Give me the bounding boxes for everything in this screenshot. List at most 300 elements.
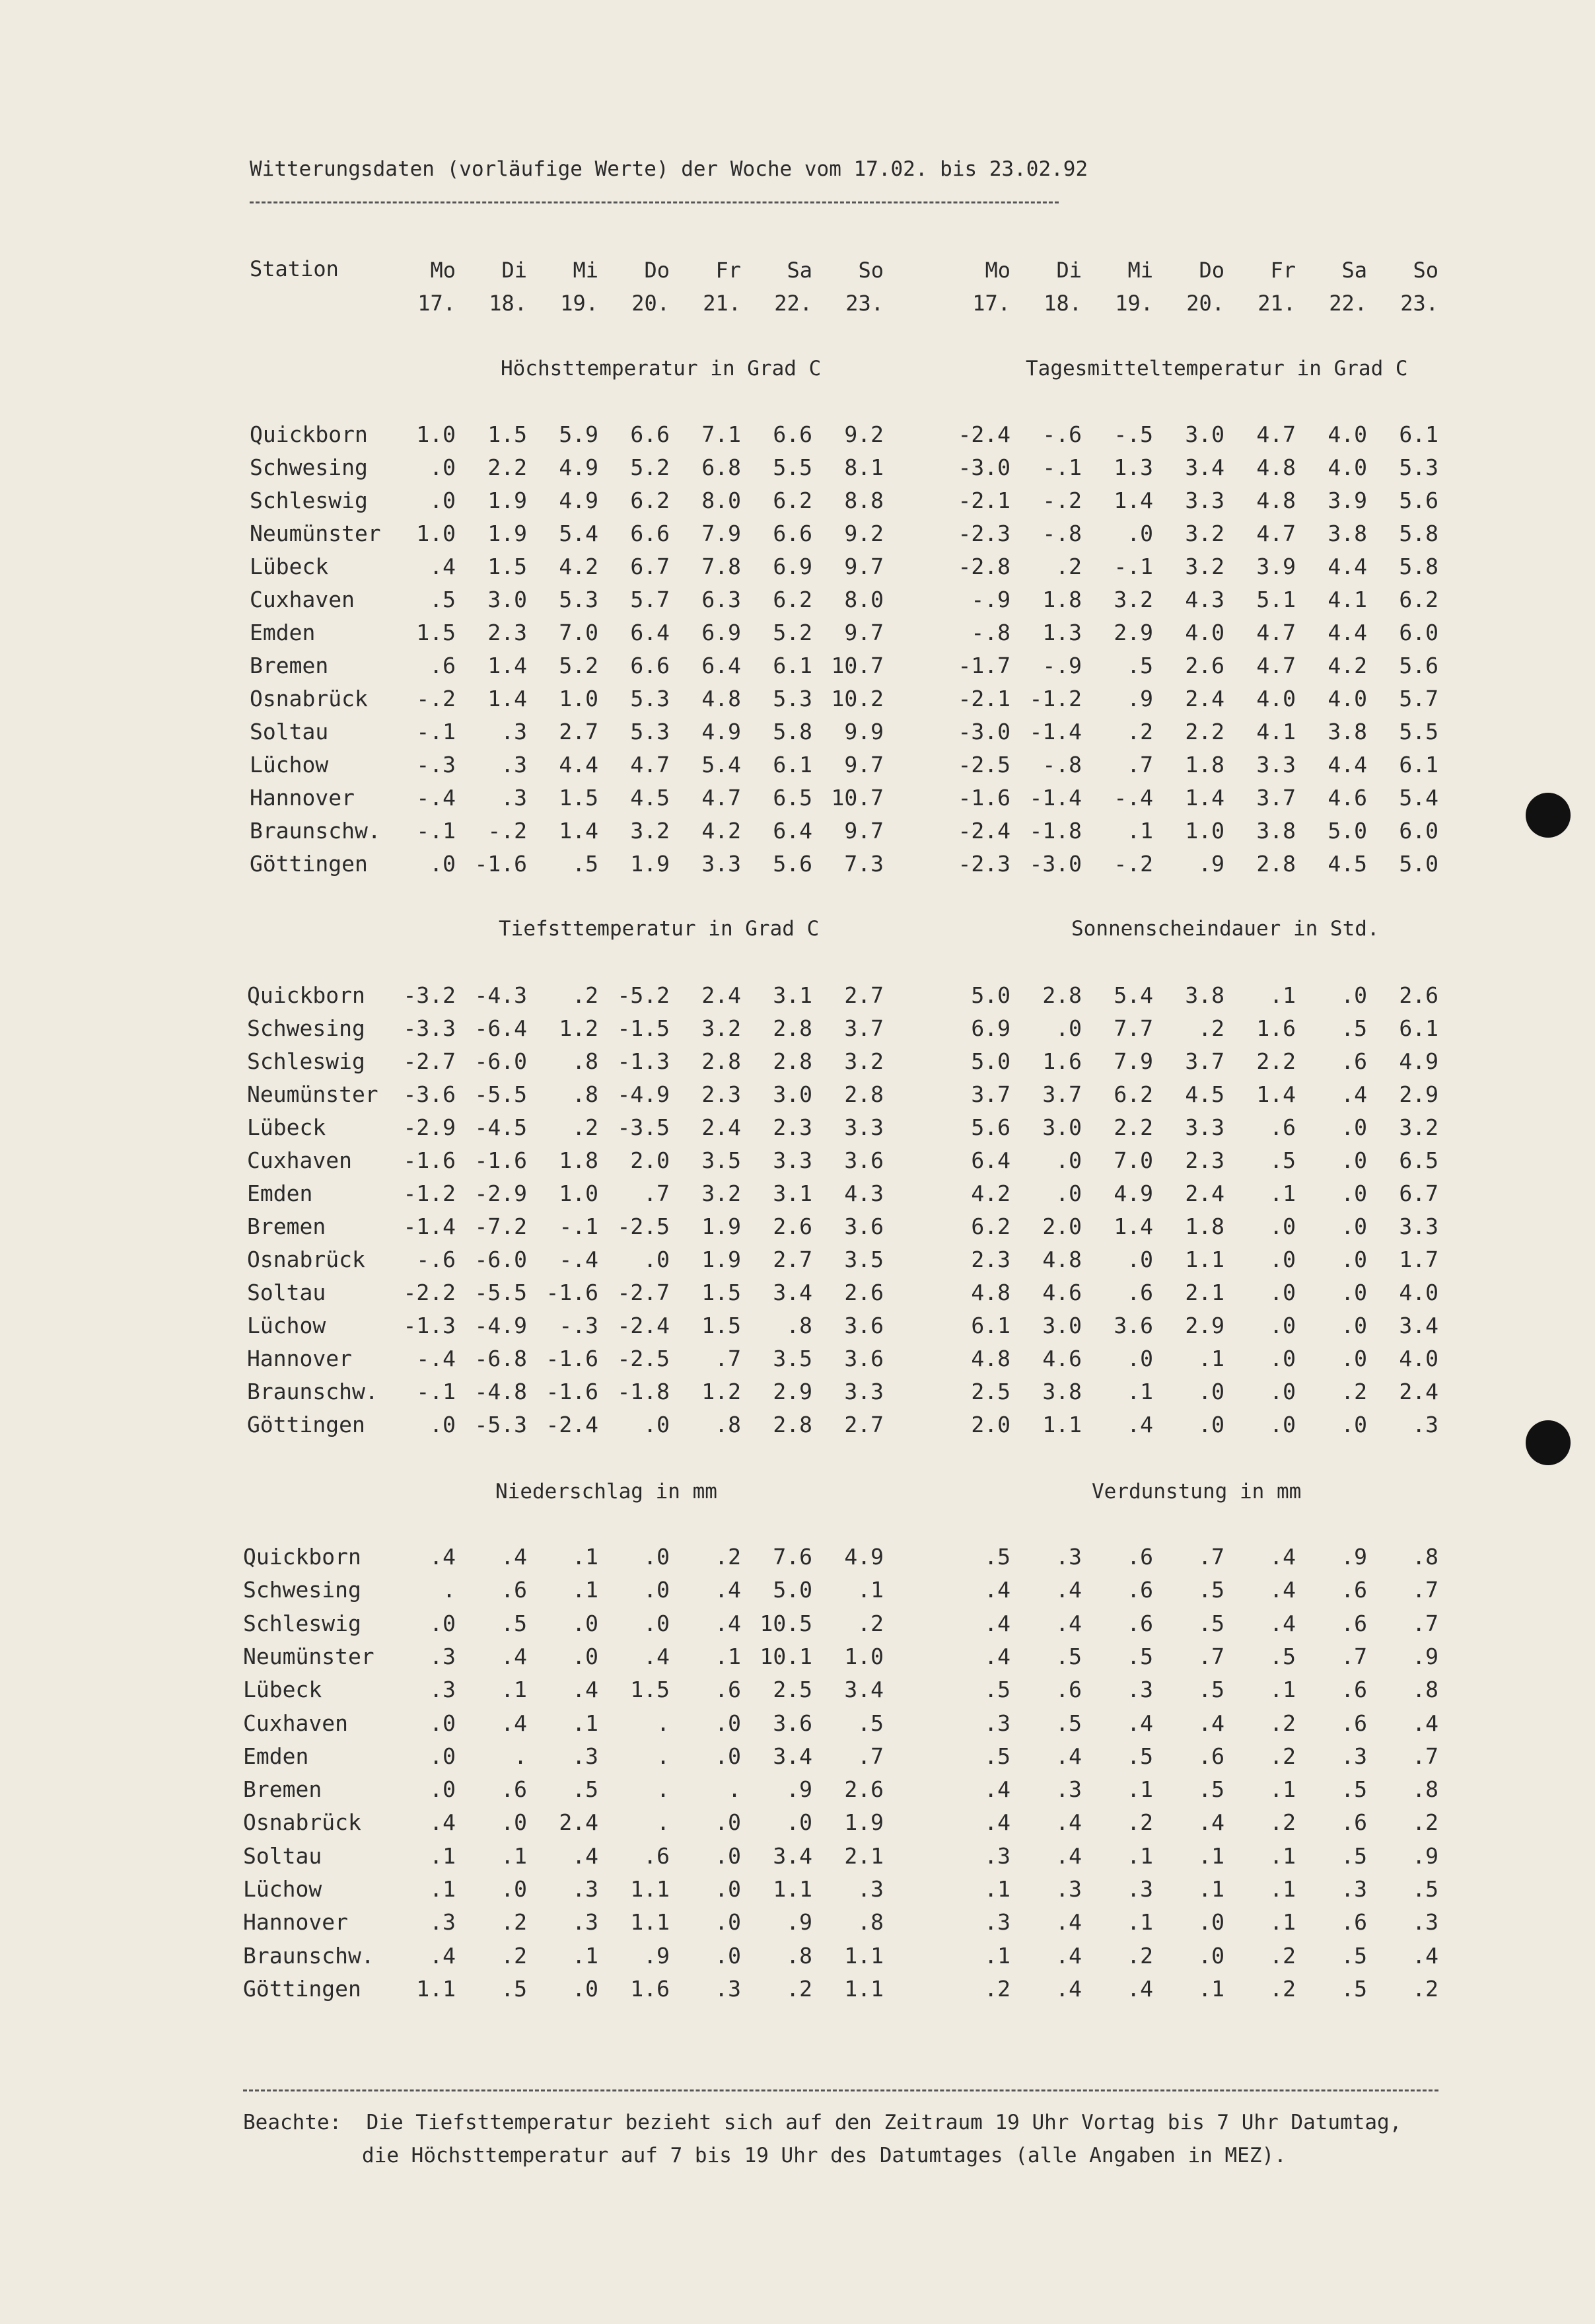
value-cell: .9 xyxy=(1198,851,1224,877)
value-cell: .0 xyxy=(1341,982,1367,1008)
value-cell: 4.6 xyxy=(1042,1346,1082,1371)
value-cell: 6.2 xyxy=(773,587,812,612)
station-name: Braunschw. xyxy=(247,1379,378,1404)
value-cell: -4.8 xyxy=(474,1379,527,1404)
value-cell: .5 xyxy=(1341,1015,1367,1041)
value-cell: .3 xyxy=(1341,1876,1367,1902)
value-cell: .0 xyxy=(715,1909,741,1936)
value-cell: 2.0 xyxy=(971,1412,1010,1437)
value-cell: .2 xyxy=(1198,1015,1224,1041)
value-cell: .0 xyxy=(429,1710,456,1736)
value-cell: 1.8 xyxy=(1185,752,1224,778)
value-cell: .3 xyxy=(429,1643,456,1669)
value-cell: -1.3 xyxy=(403,1313,456,1338)
station-name: Cuxhaven xyxy=(250,587,355,612)
value-cell: .0 xyxy=(1127,1247,1153,1272)
value-cell: 9.9 xyxy=(844,719,884,744)
station-header: Station xyxy=(250,256,339,281)
punch-hole-bottom xyxy=(1526,1420,1571,1465)
value-cell: .0 xyxy=(1055,1015,1082,1041)
value-cell: .4 xyxy=(1412,1710,1438,1736)
value-cell: 3.3 xyxy=(1256,752,1296,778)
value-cell: .0 xyxy=(429,1610,456,1636)
value-cell: .0 xyxy=(429,851,456,877)
value-cell: 3.4 xyxy=(773,1842,812,1869)
day-header: Mo xyxy=(430,258,456,283)
value-cell: .1 xyxy=(501,1677,527,1703)
value-cell: 4.9 xyxy=(844,1544,884,1570)
value-cell: .3 xyxy=(501,785,527,811)
value-cell: 5.4 xyxy=(1399,785,1438,811)
value-cell: 1.4 xyxy=(1256,1081,1296,1107)
value-cell: .0 xyxy=(715,1743,741,1769)
value-cell: 2.7 xyxy=(844,1412,884,1437)
value-cell: 1.9 xyxy=(487,521,527,546)
table-row xyxy=(0,1710,1595,1742)
value-cell: .6 xyxy=(1341,1809,1367,1836)
value-cell: .3 xyxy=(984,1710,1010,1736)
value-cell: 4.2 xyxy=(1328,653,1367,678)
value-cell: .4 xyxy=(984,1577,1010,1603)
value-cell: 2.9 xyxy=(773,1379,812,1404)
value-cell: 3.8 xyxy=(1328,521,1367,546)
table-row xyxy=(0,488,1595,519)
footnote-label: Beachte: xyxy=(243,2111,342,2134)
table-row xyxy=(0,1743,1595,1775)
value-cell: .0 xyxy=(572,1643,598,1669)
value-cell: -6.0 xyxy=(474,1247,527,1272)
value-cell: .3 xyxy=(1055,1776,1082,1803)
value-cell: 7.1 xyxy=(701,421,741,447)
value-cell: 1.1 xyxy=(630,1876,670,1902)
value-cell: .0 xyxy=(1341,1147,1367,1173)
value-cell: -.4 xyxy=(416,785,456,811)
value-cell: -2.5 xyxy=(958,752,1010,778)
table-row xyxy=(0,1015,1595,1047)
value-cell: 2.7 xyxy=(559,719,598,744)
day-header: Sa xyxy=(1341,258,1367,283)
value-cell: -.4 xyxy=(1114,785,1153,811)
value-cell: 2.4 xyxy=(701,1114,741,1140)
value-cell: 1.2 xyxy=(559,1015,598,1041)
value-cell: 1.0 xyxy=(1185,818,1224,844)
footnote-line-2: die Höchsttemperatur auf 7 bis 19 Uhr des Datumtages (alle Angaben in MEZ). xyxy=(362,2144,1287,2167)
value-cell: .0 xyxy=(1269,1280,1296,1305)
value-cell: 4.2 xyxy=(701,818,741,844)
value-cell: 4.3 xyxy=(844,1180,884,1206)
value-cell: .6 xyxy=(1127,1610,1153,1636)
value-cell: -.1 xyxy=(559,1214,598,1239)
value-cell: .2 xyxy=(1127,1809,1153,1836)
footnote-line-1: Die Tiefsttemperatur bezieht sich auf den Zeitraum 19 Uhr Vortag bis 7 Uhr Datumtag, xyxy=(366,2111,1402,2134)
value-cell: -4.9 xyxy=(474,1313,527,1338)
value-cell: -2.4 xyxy=(617,1313,670,1338)
value-cell: .6 xyxy=(501,1577,527,1603)
value-cell: -5.5 xyxy=(474,1280,527,1305)
value-cell: -.2 xyxy=(1042,488,1082,513)
value-cell: 3.4 xyxy=(1399,1313,1438,1338)
value-cell: -1.6 xyxy=(546,1280,598,1305)
value-cell: 3.7 xyxy=(1256,785,1296,811)
value-cell: .2 xyxy=(1412,1809,1438,1836)
value-cell: .0 xyxy=(643,1544,670,1570)
value-cell: 1.9 xyxy=(487,488,527,513)
value-cell: 2.3 xyxy=(487,620,527,645)
value-cell: 1.6 xyxy=(1256,1015,1296,1041)
value-cell: .3 xyxy=(1127,1876,1153,1902)
value-cell: 5.6 xyxy=(1399,653,1438,678)
value-cell: 5.2 xyxy=(773,620,812,645)
value-cell: 3.8 xyxy=(1185,982,1224,1008)
value-cell: .0 xyxy=(643,1247,670,1272)
value-cell: 3.8 xyxy=(1042,1379,1082,1404)
value-cell: 3.2 xyxy=(701,1015,741,1041)
value-cell: 1.4 xyxy=(1185,785,1224,811)
value-cell: -3.6 xyxy=(403,1081,456,1107)
table-row xyxy=(0,1943,1595,1975)
value-cell: 4.6 xyxy=(1328,785,1367,811)
table-row xyxy=(0,1909,1595,1941)
value-cell: 4.8 xyxy=(1256,488,1296,513)
value-cell: 5.1 xyxy=(1256,587,1296,612)
value-cell: .3 xyxy=(857,1876,884,1902)
value-cell: .3 xyxy=(1412,1909,1438,1936)
value-cell: -.6 xyxy=(416,1247,456,1272)
value-cell: 6.4 xyxy=(630,620,670,645)
value-cell: 3.3 xyxy=(701,851,741,877)
value-cell: 2.8 xyxy=(844,1081,884,1107)
value-cell: 1.9 xyxy=(630,851,670,877)
value-cell: .1 xyxy=(572,1577,598,1603)
day-header: Mi xyxy=(573,258,598,283)
value-cell: -6.4 xyxy=(474,1015,527,1041)
value-cell: 2.8 xyxy=(773,1412,812,1437)
value-cell: 7.0 xyxy=(1114,1147,1153,1173)
value-cell: -1.5 xyxy=(617,1015,670,1041)
value-cell: -.8 xyxy=(971,620,1010,645)
value-cell: .3 xyxy=(715,1975,741,2002)
value-cell: 3.6 xyxy=(1114,1313,1153,1338)
date-header: 23. xyxy=(845,291,884,316)
station-name: Cuxhaven xyxy=(243,1710,348,1736)
value-cell: 6.1 xyxy=(773,752,812,778)
value-cell: 6.8 xyxy=(701,454,741,480)
value-cell: 1.4 xyxy=(487,653,527,678)
value-cell: 3.9 xyxy=(1328,488,1367,513)
value-cell: .5 xyxy=(857,1710,884,1736)
value-cell: 4.9 xyxy=(701,719,741,744)
value-cell: 6.7 xyxy=(1399,1180,1438,1206)
value-cell: .4 xyxy=(1127,1710,1153,1736)
value-cell: 1.4 xyxy=(559,818,598,844)
value-cell: .7 xyxy=(1341,1643,1367,1669)
date-header: 17. xyxy=(972,291,1010,316)
value-cell: .6 xyxy=(429,653,456,678)
value-cell: .0 xyxy=(501,1876,527,1902)
value-cell: 1.9 xyxy=(701,1214,741,1239)
value-cell: .2 xyxy=(501,1909,527,1936)
value-cell: .6 xyxy=(1127,1577,1153,1603)
value-cell: 5.3 xyxy=(773,686,812,711)
footnote xyxy=(243,2106,1401,2172)
station-name: Schwesing xyxy=(250,454,368,480)
value-cell: .0 xyxy=(1127,521,1153,546)
value-cell: 3.0 xyxy=(487,587,527,612)
value-cell: .1 xyxy=(1269,1909,1296,1936)
day-header: Fr xyxy=(1270,258,1296,283)
value-cell: 4.4 xyxy=(559,752,598,778)
value-cell: .8 xyxy=(1412,1544,1438,1570)
value-cell: .2 xyxy=(984,1975,1010,2002)
station-name: Quickborn xyxy=(250,421,368,447)
value-cell: .5 xyxy=(984,1544,1010,1570)
value-cell: 2.3 xyxy=(773,1114,812,1140)
value-cell: .2 xyxy=(1269,1710,1296,1736)
section-title-hoechst: Höchsttemperatur in Grad C xyxy=(501,357,822,381)
value-cell: 10.7 xyxy=(831,785,884,811)
value-cell: 4.7 xyxy=(1256,521,1296,546)
value-cell: .8 xyxy=(857,1909,884,1936)
value-cell: .4 xyxy=(643,1643,670,1669)
value-cell: .4 xyxy=(1269,1544,1296,1570)
value-cell: .1 xyxy=(572,1710,598,1736)
value-cell: -.2 xyxy=(1114,851,1153,877)
value-cell: 1.3 xyxy=(1114,454,1153,480)
value-cell: .2 xyxy=(1127,719,1153,744)
value-cell: .5 xyxy=(1127,1643,1153,1669)
value-cell: 2.1 xyxy=(1185,1280,1224,1305)
value-cell: -2.2 xyxy=(403,1280,456,1305)
value-cell: 3.2 xyxy=(844,1048,884,1074)
station-name: Göttingen xyxy=(247,1412,365,1437)
station-name: Schwesing xyxy=(247,1015,365,1041)
value-cell: 2.0 xyxy=(630,1147,670,1173)
table-row xyxy=(0,1577,1595,1609)
value-cell: 9.7 xyxy=(844,818,884,844)
value-cell: -1.6 xyxy=(403,1147,456,1173)
value-cell: 5.3 xyxy=(630,719,670,744)
value-cell: 6.6 xyxy=(630,421,670,447)
value-cell: 1.5 xyxy=(630,1677,670,1703)
value-cell: .4 xyxy=(1341,1081,1367,1107)
value-cell: 4.8 xyxy=(1256,454,1296,480)
value-cell: .2 xyxy=(501,1942,527,1969)
value-cell: 1.1 xyxy=(844,1975,884,2002)
value-cell: .1 xyxy=(857,1577,884,1603)
value-cell: .6 xyxy=(1055,1677,1082,1703)
value-cell: 4.6 xyxy=(1042,1280,1082,1305)
value-cell: 4.0 xyxy=(1399,1280,1438,1305)
value-cell: .1 xyxy=(1269,1677,1296,1703)
value-cell: 5.3 xyxy=(1399,454,1438,480)
value-cell: .3 xyxy=(984,1909,1010,1936)
value-cell: 1.5 xyxy=(701,1280,741,1305)
value-cell: .7 xyxy=(643,1180,670,1206)
value-cell: .3 xyxy=(501,719,527,744)
value-cell: -.1 xyxy=(416,719,456,744)
value-cell: 1.6 xyxy=(1042,1048,1082,1074)
value-cell: .7 xyxy=(1198,1643,1224,1669)
value-cell: .8 xyxy=(572,1081,598,1107)
value-cell: 3.3 xyxy=(1185,1114,1224,1140)
value-cell: 5.4 xyxy=(1114,982,1153,1008)
value-cell: 3.0 xyxy=(1042,1313,1082,1338)
table-row xyxy=(0,1412,1595,1443)
value-cell: -.4 xyxy=(559,1247,598,1272)
value-cell: .6 xyxy=(1341,1909,1367,1936)
value-cell: -.8 xyxy=(1042,521,1082,546)
value-cell: .4 xyxy=(1055,1809,1082,1836)
value-cell: .0 xyxy=(715,1876,741,1902)
value-cell: .6 xyxy=(643,1842,670,1869)
value-cell: -5.2 xyxy=(617,982,670,1008)
value-cell: .1 xyxy=(1269,1876,1296,1902)
value-cell: 4.0 xyxy=(1256,686,1296,711)
value-cell: .5 xyxy=(429,587,456,612)
value-cell: -3.3 xyxy=(403,1015,456,1041)
value-cell: 3.0 xyxy=(1042,1114,1082,1140)
station-name: Hannover xyxy=(247,1346,352,1371)
value-cell: 2.7 xyxy=(773,1247,812,1272)
table-row xyxy=(0,1611,1595,1642)
value-cell: -1.6 xyxy=(958,785,1010,811)
station-name: Cuxhaven xyxy=(247,1147,352,1173)
value-cell: -1.6 xyxy=(546,1379,598,1404)
value-cell: 4.0 xyxy=(1328,686,1367,711)
value-cell: 10.2 xyxy=(831,686,884,711)
value-cell: 6.4 xyxy=(701,653,741,678)
value-cell: .5 xyxy=(501,1610,527,1636)
table-row xyxy=(0,521,1595,552)
value-cell: 1.1 xyxy=(630,1909,670,1936)
value-cell: 1.6 xyxy=(630,1975,670,2002)
value-cell: .0 xyxy=(1055,1147,1082,1173)
value-cell: 4.4 xyxy=(1328,554,1367,579)
value-cell: .0 xyxy=(715,1942,741,1969)
value-cell: .3 xyxy=(1127,1677,1153,1703)
value-cell: .1 xyxy=(1269,1776,1296,1803)
table-row xyxy=(0,554,1595,585)
value-cell: 3.8 xyxy=(1256,818,1296,844)
value-cell: .5 xyxy=(501,1975,527,2002)
value-cell: 3.4 xyxy=(773,1280,812,1305)
value-cell: -.2 xyxy=(416,686,456,711)
value-cell: .4 xyxy=(429,1544,456,1570)
station-name: Soltau xyxy=(247,1280,326,1305)
station-name: Quickborn xyxy=(247,982,365,1008)
value-cell: .5 xyxy=(1198,1577,1224,1603)
value-cell: -2.7 xyxy=(403,1048,456,1074)
day-header: Do xyxy=(644,258,670,283)
value-cell: -3.5 xyxy=(617,1114,670,1140)
value-cell: -3.0 xyxy=(958,719,1010,744)
day-header: Sa xyxy=(787,258,812,283)
station-name: Osnabrück xyxy=(247,1247,365,1272)
value-cell: 2.2 xyxy=(1256,1048,1296,1074)
date-header: 20. xyxy=(631,291,670,316)
value-cell: 4.8 xyxy=(971,1280,1010,1305)
station-name: Braunschw. xyxy=(243,1942,374,1969)
value-cell: 3.1 xyxy=(773,1180,812,1206)
value-cell: 7.3 xyxy=(844,851,884,877)
day-header: Di xyxy=(1056,258,1082,283)
value-cell: 3.0 xyxy=(1185,421,1224,447)
value-cell: 1.8 xyxy=(1042,587,1082,612)
value-cell: .6 xyxy=(715,1677,741,1703)
date-header: 23. xyxy=(1400,291,1438,316)
value-cell: .6 xyxy=(501,1776,527,1803)
value-cell: 3.8 xyxy=(1328,719,1367,744)
date-header: 21. xyxy=(703,291,741,316)
value-cell: .1 xyxy=(572,1544,598,1570)
table-row xyxy=(0,686,1595,717)
value-cell: .5 xyxy=(1055,1643,1082,1669)
value-cell: .4 xyxy=(1198,1710,1224,1736)
value-cell: 3.2 xyxy=(1185,554,1224,579)
value-cell: 1.9 xyxy=(844,1809,884,1836)
value-cell: 1.0 xyxy=(416,521,456,546)
value-cell: .6 xyxy=(1341,1577,1367,1603)
value-cell: 5.0 xyxy=(971,982,1010,1008)
value-cell: .2 xyxy=(1055,554,1082,579)
table-row xyxy=(0,1379,1595,1410)
value-cell: .5 xyxy=(572,1776,598,1803)
value-cell: .6 xyxy=(1127,1544,1153,1570)
value-cell: 5.0 xyxy=(773,1577,812,1603)
value-cell: .1 xyxy=(1198,1346,1224,1371)
value-cell: .0 xyxy=(429,1412,456,1437)
value-cell: 6.2 xyxy=(1399,587,1438,612)
value-cell: .4 xyxy=(1055,1610,1082,1636)
value-cell: 6.1 xyxy=(1399,421,1438,447)
value-cell: 1.0 xyxy=(559,1180,598,1206)
value-cell: 4.7 xyxy=(630,752,670,778)
value-cell: 4.5 xyxy=(630,785,670,811)
value-cell: 2.9 xyxy=(1399,1081,1438,1107)
value-cell: 8.1 xyxy=(844,454,884,480)
value-cell: .0 xyxy=(429,1776,456,1803)
station-name: Osnabrück xyxy=(250,686,368,711)
value-cell: .0 xyxy=(1269,1247,1296,1272)
value-cell: .6 xyxy=(1341,1048,1367,1074)
section-title-sonne: Sonnenscheindauer in Std. xyxy=(1071,917,1380,941)
table-row xyxy=(0,620,1595,651)
day-header: Mi xyxy=(1127,258,1153,283)
value-cell: .9 xyxy=(1412,1643,1438,1669)
value-cell: 3.4 xyxy=(844,1677,884,1703)
value-cell: -.6 xyxy=(1042,421,1082,447)
value-cell: 9.7 xyxy=(844,554,884,579)
value-cell: 1.7 xyxy=(1399,1247,1438,1272)
value-cell: 5.0 xyxy=(1328,818,1367,844)
station-name: Lüchow xyxy=(247,1313,326,1338)
value-cell: 4.4 xyxy=(1328,620,1367,645)
value-cell: .2 xyxy=(1341,1379,1367,1404)
date-header: 22. xyxy=(774,291,812,316)
value-cell: 1.4 xyxy=(1114,1214,1153,1239)
table-row xyxy=(0,1544,1595,1576)
value-cell: 6.0 xyxy=(1399,620,1438,645)
value-cell: .5 xyxy=(1198,1776,1224,1803)
value-cell: .5 xyxy=(1341,1842,1367,1869)
value-cell: 9.7 xyxy=(844,752,884,778)
value-cell: 4.8 xyxy=(1042,1247,1082,1272)
value-cell: .5 xyxy=(984,1677,1010,1703)
station-name: Braunschw. xyxy=(250,818,381,844)
value-cell: .1 xyxy=(715,1643,741,1669)
value-cell: 2.0 xyxy=(1042,1214,1082,1239)
value-cell: 1.5 xyxy=(487,554,527,579)
